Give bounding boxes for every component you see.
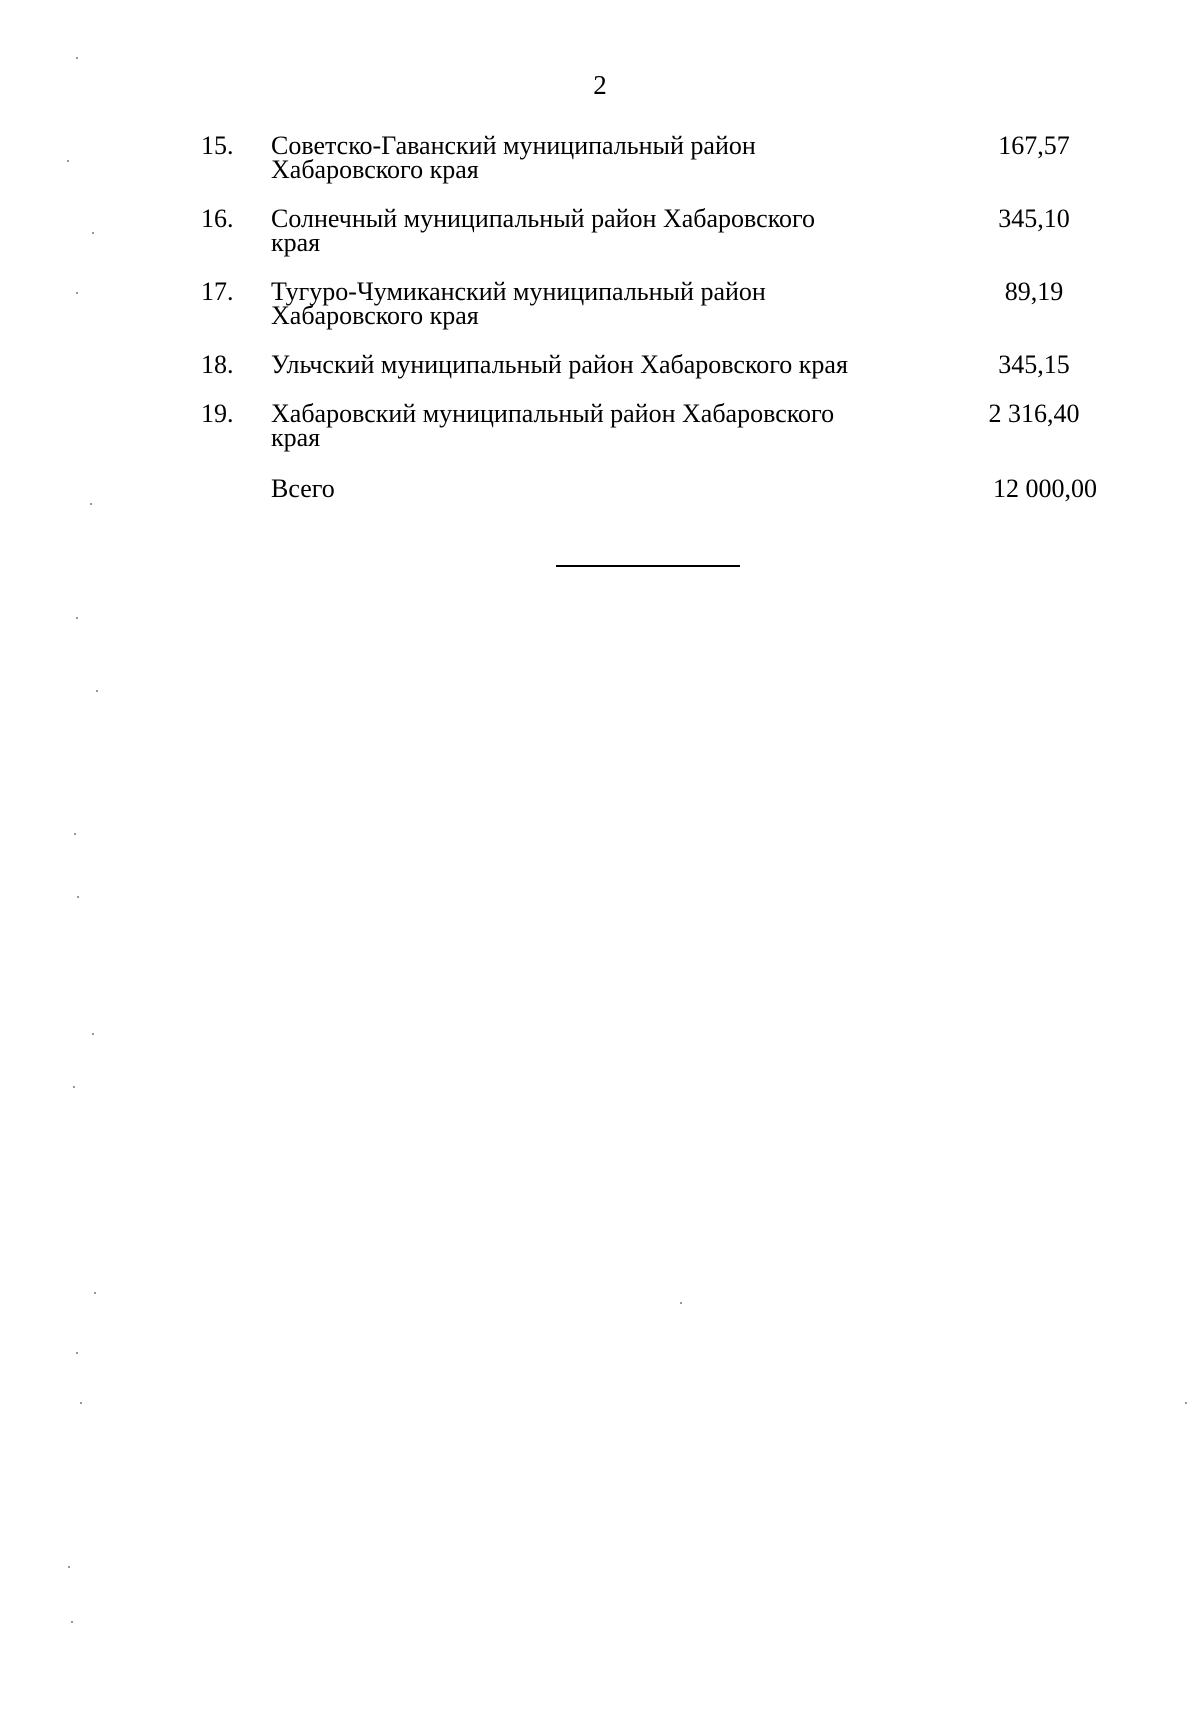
row-number: 18.: [201, 350, 234, 379]
district-name: [271, 350, 931, 379]
district-name-line: края: [271, 423, 321, 452]
district-name: [271, 277, 931, 330]
end-rule: [556, 565, 740, 567]
district-name-line: Хабаровского края: [271, 301, 479, 330]
row-amount: 2 316,40: [988, 399, 1080, 428]
district-name-line: Хабаровский муниципальный район Хабаровского: [271, 399, 835, 428]
row-amount: 345,15: [998, 350, 1070, 379]
district-name-line: Тугуро-Чумиканский муниципальный район: [271, 277, 766, 306]
total-label: Всего: [271, 474, 335, 503]
district-name-line: Солнечный муниципальный район Хабаровского: [271, 204, 816, 233]
district-name: [271, 399, 931, 452]
row-amount: 89,19: [1004, 277, 1064, 306]
page-number: 2: [593, 70, 607, 100]
district-name: [271, 204, 931, 257]
district-name-line: Ульчский муниципальный район Хабаровского края: [271, 350, 848, 379]
row-amount: 167,57: [998, 131, 1070, 160]
total-amount: 12 000,00: [993, 474, 1097, 503]
district-name-line: края: [271, 228, 321, 257]
row-number: 17.: [201, 277, 234, 306]
district-name: [271, 131, 931, 184]
row-number: 16.: [201, 204, 234, 233]
row-number: 19.: [201, 399, 234, 428]
district-name-line: Хабаровского края: [271, 155, 479, 184]
row-amount: 345,10: [998, 204, 1070, 233]
district-name-line: Советско-Гаванский муниципальный район: [271, 131, 756, 160]
row-number: 15.: [201, 131, 234, 160]
